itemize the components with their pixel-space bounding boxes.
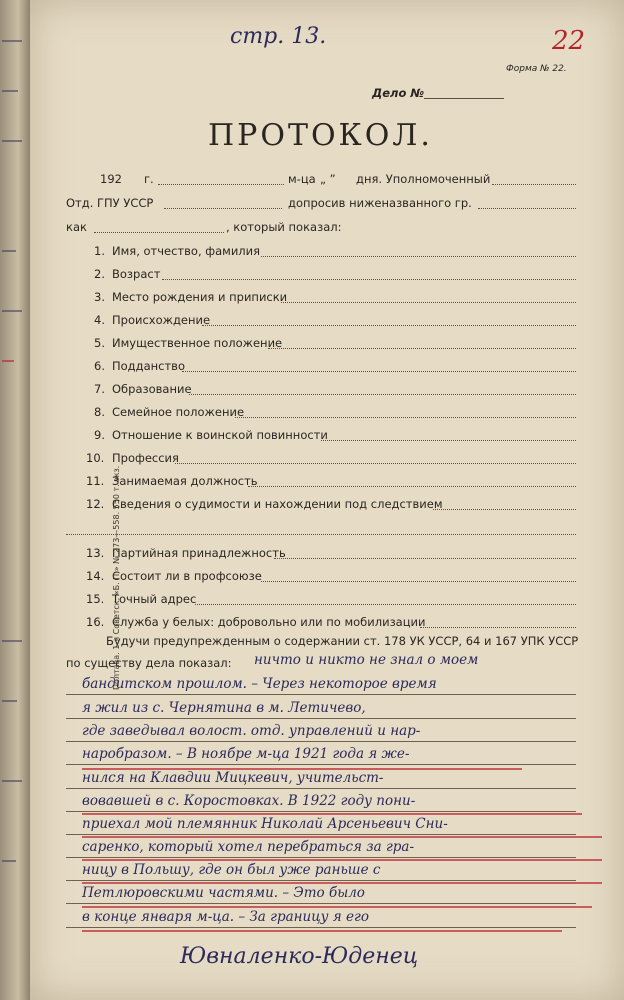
- field-label: Образование: [112, 382, 192, 396]
- field-answer-line: [274, 558, 576, 559]
- signature: Ювналенко-Юденец: [180, 944, 419, 969]
- testimony-line: ницу в Польшу, где он был уже раньше с: [82, 862, 381, 878]
- field-number: 1.: [94, 244, 105, 258]
- field-label: Сведения о судимости и нахождении под следствием: [112, 497, 443, 511]
- field-number: 16.: [86, 615, 105, 629]
- field-number: 13.: [86, 546, 105, 560]
- printer-imprint: Полтава. 1-я Советск. «Б. П.» № 273—558. 550 т. экз.: [112, 465, 121, 690]
- field-answer-line: [175, 463, 576, 464]
- intro-name-line: [478, 208, 576, 209]
- ruled-line: [66, 834, 576, 835]
- field-answer-line: [248, 486, 576, 487]
- warning-line-2: по существу дела показал:: [66, 656, 232, 670]
- field-answer-line: [261, 256, 576, 257]
- ruled-line: [66, 880, 576, 881]
- ruled-line: [66, 927, 576, 928]
- field-label: Происхождение: [112, 313, 211, 327]
- intro-date-line: [158, 184, 284, 185]
- field-number: 15.: [86, 592, 105, 606]
- field-number: 8.: [94, 405, 105, 419]
- testimony-line: саренко, который хотел перебраться за гра-: [82, 839, 415, 855]
- field-label: Отношение к воинской повинности: [112, 428, 328, 442]
- intro-rest: дня. Уполномоченный: [356, 172, 491, 186]
- form-label: Форма № 22.: [506, 64, 567, 74]
- intro-questioned: допросив ниженазванного гр.: [288, 196, 472, 210]
- red-underline-mark: [82, 768, 522, 770]
- field-number: 5.: [94, 336, 105, 350]
- field-answer-line: [420, 627, 576, 628]
- intro-month: м-ца: [288, 172, 316, 186]
- field-label: Партийная принадлежность: [112, 546, 286, 560]
- testimony-line: Петлюровскими частями. – Это было: [82, 885, 365, 901]
- field-number: 2.: [94, 267, 105, 281]
- case-label: Дело №: [372, 86, 425, 100]
- field-label: Имя, отчество, фамилия: [112, 244, 261, 258]
- intro-as: как: [66, 220, 87, 234]
- field-answer-line: [261, 581, 576, 582]
- page-number: 22: [552, 26, 586, 56]
- field-number: 3.: [94, 290, 105, 304]
- intro-dept: Отд. ГПУ УССР: [66, 196, 154, 210]
- page-reference: стр. 13.: [230, 24, 327, 49]
- intro-role-line: [94, 232, 224, 233]
- field-12-continuation-line: [66, 534, 576, 535]
- page-title: ПРОТОКОЛ.: [208, 118, 433, 153]
- field-label: Занимаемая должность: [112, 474, 258, 488]
- field-label: Подданство: [112, 359, 185, 373]
- red-underline-mark: [82, 882, 602, 884]
- field-answer-line: [162, 279, 576, 280]
- red-underline-mark: [82, 859, 602, 861]
- field-answer-line: [202, 325, 576, 326]
- field-number: 11.: [86, 474, 105, 488]
- field-answer-line: [433, 509, 576, 510]
- field-label: Семейное положение: [112, 405, 245, 419]
- left-page-edge: [0, 0, 30, 1000]
- field-answer-line: [182, 371, 576, 372]
- red-underline-mark: [82, 813, 582, 815]
- ruled-line: [66, 718, 576, 719]
- testimony-line: нился на Клавдии Мицкевич, учительст-: [82, 770, 384, 786]
- testimony-line: я жил из с. Чернятина в м. Летичево,: [82, 700, 366, 716]
- ruled-line: [66, 764, 576, 765]
- field-number: 12.: [86, 497, 105, 511]
- testimony-line: в конце января м-ца. – За границу я его: [82, 909, 369, 925]
- testimony-line: наробразом. – В ноябре м-ца 1921 года я же-: [82, 746, 410, 762]
- ruled-line: [66, 741, 576, 742]
- warning-line-1: Будучи предупрежденным о содержании ст. 178 УК УССР, 64 и 167 УПК УССР: [106, 634, 579, 648]
- field-answer-line: [321, 440, 576, 441]
- ruled-line: [66, 857, 576, 858]
- field-label: Состоит ли в профсоюзе: [112, 569, 262, 583]
- ruled-line: [66, 903, 576, 904]
- field-answer-line: [281, 302, 576, 303]
- ruled-line: [66, 788, 576, 789]
- field-number: 6.: [94, 359, 105, 373]
- field-label: Возраст: [112, 267, 161, 281]
- protocol-sheet: [30, 0, 624, 1000]
- field-label: Точный адрес: [112, 592, 197, 606]
- intro-dept-line: [164, 208, 282, 209]
- testimony-line: где заведывал волост. отд. управлений и нар-: [82, 723, 421, 739]
- intro-year: 192: [100, 172, 122, 186]
- testimony-line: ничто и никто не знал о моем: [254, 652, 479, 668]
- red-underline-mark: [82, 836, 602, 838]
- field-number: 4.: [94, 313, 105, 327]
- field-label: Место рождения и приписки: [112, 290, 288, 304]
- field-answer-line: [189, 394, 576, 395]
- intro-officer-line: [492, 184, 576, 185]
- ruled-line: [66, 811, 576, 812]
- field-number: 7.: [94, 382, 105, 396]
- field-number: 9.: [94, 428, 105, 442]
- intro-g: г.: [144, 172, 154, 186]
- field-label: Профессия: [112, 451, 179, 465]
- field-answer-line: [195, 604, 576, 605]
- intro-testified: , который показал:: [226, 220, 342, 234]
- testimony-line: бандитском прошлом. – Через некоторое время: [82, 676, 437, 692]
- testimony-line: вовавшей в с. Коростовках. В 1922 году пони-: [82, 793, 416, 809]
- field-answer-line: [268, 348, 576, 349]
- ruled-line: [66, 694, 576, 695]
- field-number: 14.: [86, 569, 105, 583]
- field-label: Служба у белых: добровольно или по мобилизации: [112, 615, 426, 629]
- red-underline-mark: [82, 906, 592, 908]
- case-number-line: [424, 98, 504, 99]
- field-answer-line: [235, 417, 576, 418]
- field-label: Имущественное положение: [112, 336, 283, 350]
- field-number: 10.: [86, 451, 105, 465]
- intro-day-quote: „ ”: [320, 172, 336, 186]
- testimony-line: приехал мой племянник Николай Арсеньевич Сни-: [82, 816, 448, 832]
- red-underline-mark: [82, 930, 562, 932]
